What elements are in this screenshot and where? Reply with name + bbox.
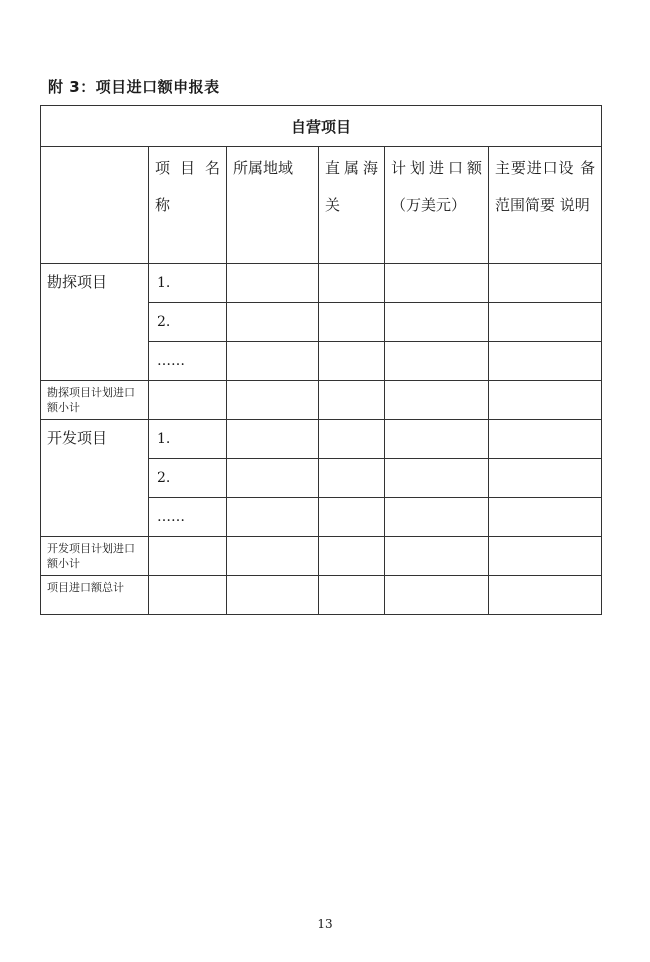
table-row [41, 420, 602, 459]
import-amount-table [40, 105, 602, 615]
item-number: 1. [157, 431, 171, 447]
item-number: 1. [157, 275, 171, 291]
total-label: 项目进口额总计 [47, 581, 124, 594]
item-number: 2. [157, 470, 171, 486]
item-number: 2. [157, 314, 171, 330]
item-ellipsis: …… [157, 353, 185, 369]
header-project-name: 项 目 名 称 [155, 159, 220, 214]
section-header: 自营项目 [41, 106, 602, 147]
page-title: 附 3：项目进口额申报表 [48, 78, 220, 96]
header-equipment-scope: 主要进口设 备范围简要 说明 [495, 159, 596, 214]
group-label-development: 开发项目 [47, 429, 108, 447]
subtotal-row-development [41, 537, 602, 576]
subtotal-row-exploration [41, 381, 602, 420]
item-ellipsis: …… [157, 509, 185, 525]
page-number: 13 [317, 917, 333, 931]
header-planned-import: 计划进口额 （万美元） [391, 159, 482, 214]
header-region: 所属地域 [233, 159, 294, 177]
group-label-exploration: 勘探项目 [47, 273, 108, 291]
table-row [41, 264, 602, 303]
section-header-row [41, 106, 602, 147]
subtotal-label-exploration: 勘探项目计划进口额小计 [47, 386, 135, 414]
total-row [41, 576, 602, 615]
subtotal-label-development: 开发项目计划进口额小计 [47, 542, 135, 570]
column-header-row [41, 147, 602, 264]
header-customs: 直属海 关 [325, 159, 378, 214]
header-empty [41, 147, 149, 264]
